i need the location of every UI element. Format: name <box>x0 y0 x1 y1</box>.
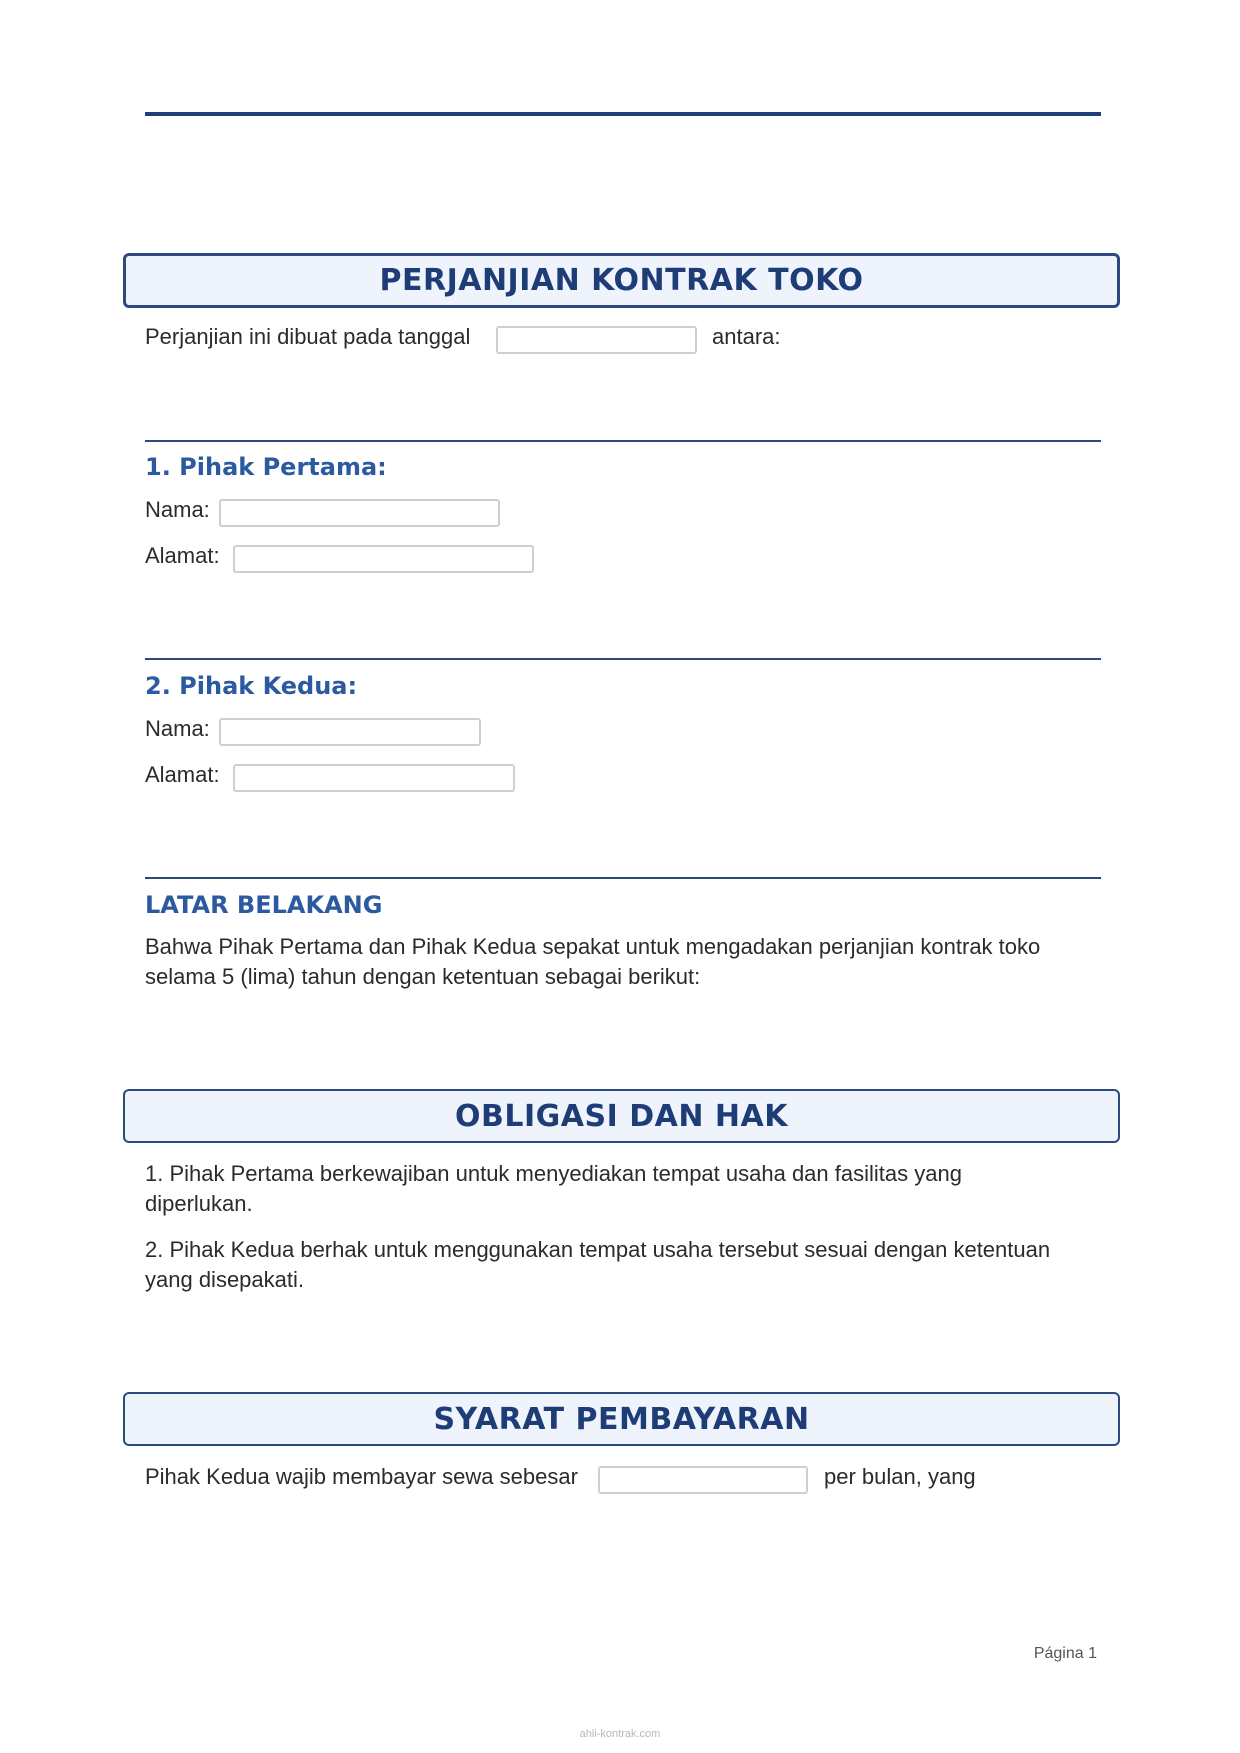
background-heading: LATAR BELAKANG <box>145 891 383 919</box>
page-number: Página 1 <box>1033 1645 1097 1662</box>
obligation-item-line: yang disepakati. <box>145 1267 304 1292</box>
footer-watermark: ahli-kontrak.com <box>579 1728 661 1740</box>
intro-text-end: antara: <box>712 324 781 349</box>
second-party-name-label: Nama: <box>145 716 210 741</box>
first-party-address-field[interactable] <box>233 545 534 573</box>
obligation-item-line: diperlukan. <box>145 1191 253 1216</box>
section-divider <box>145 658 1101 660</box>
rent-amount-field[interactable] <box>598 1466 808 1494</box>
payment-text: Pihak Kedua wajib membayar sewa sebesar <box>145 1464 578 1489</box>
obligations-title-box <box>123 1089 1120 1143</box>
first-party-name-label: Nama: <box>145 497 210 522</box>
obligation-item-line: 1. Pihak Pertama berkewajiban untuk menyediakan tempat usaha dan fasilitas yang <box>145 1161 962 1186</box>
section-divider <box>145 440 1101 442</box>
obligation-item-line: 2. Pihak Kedua berhak untuk menggunakan tempat usaha tersebut sesuai dengan ketentuan <box>145 1237 1051 1262</box>
payment-title-box <box>123 1392 1120 1446</box>
intro-text: Perjanjian ini dibuat pada tanggal <box>145 324 471 349</box>
background-text-line: Bahwa Pihak Pertama dan Pihak Kedua sepakat untuk mengadakan perjanjian kontrak toko <box>145 934 1041 959</box>
agreement-date-field[interactable] <box>496 326 697 354</box>
payment-title: SYARAT PEMBAYARAN <box>433 1401 810 1437</box>
first-party-heading: 1. Pihak Pertama: <box>145 453 387 481</box>
obligations-title: OBLIGASI DAN HAK <box>455 1098 788 1134</box>
section-divider <box>145 877 1101 879</box>
background-text-line: selama 5 (lima) tahun dengan ketentuan sebagai berikut: <box>145 964 701 989</box>
first-party-address-label: Alamat: <box>145 543 220 568</box>
second-party-heading: 2. Pihak Kedua: <box>145 672 358 700</box>
document-title-box <box>123 253 1120 308</box>
second-party-name-field[interactable] <box>219 718 481 746</box>
first-party-name-field[interactable] <box>219 499 500 527</box>
second-party-address-label: Alamat: <box>145 762 220 787</box>
document-title: PERJANJIAN KONTRAK TOKO <box>379 263 864 298</box>
second-party-address-field[interactable] <box>233 764 515 792</box>
header-rule <box>145 112 1101 116</box>
payment-text-end: per bulan, yang <box>824 1464 976 1489</box>
